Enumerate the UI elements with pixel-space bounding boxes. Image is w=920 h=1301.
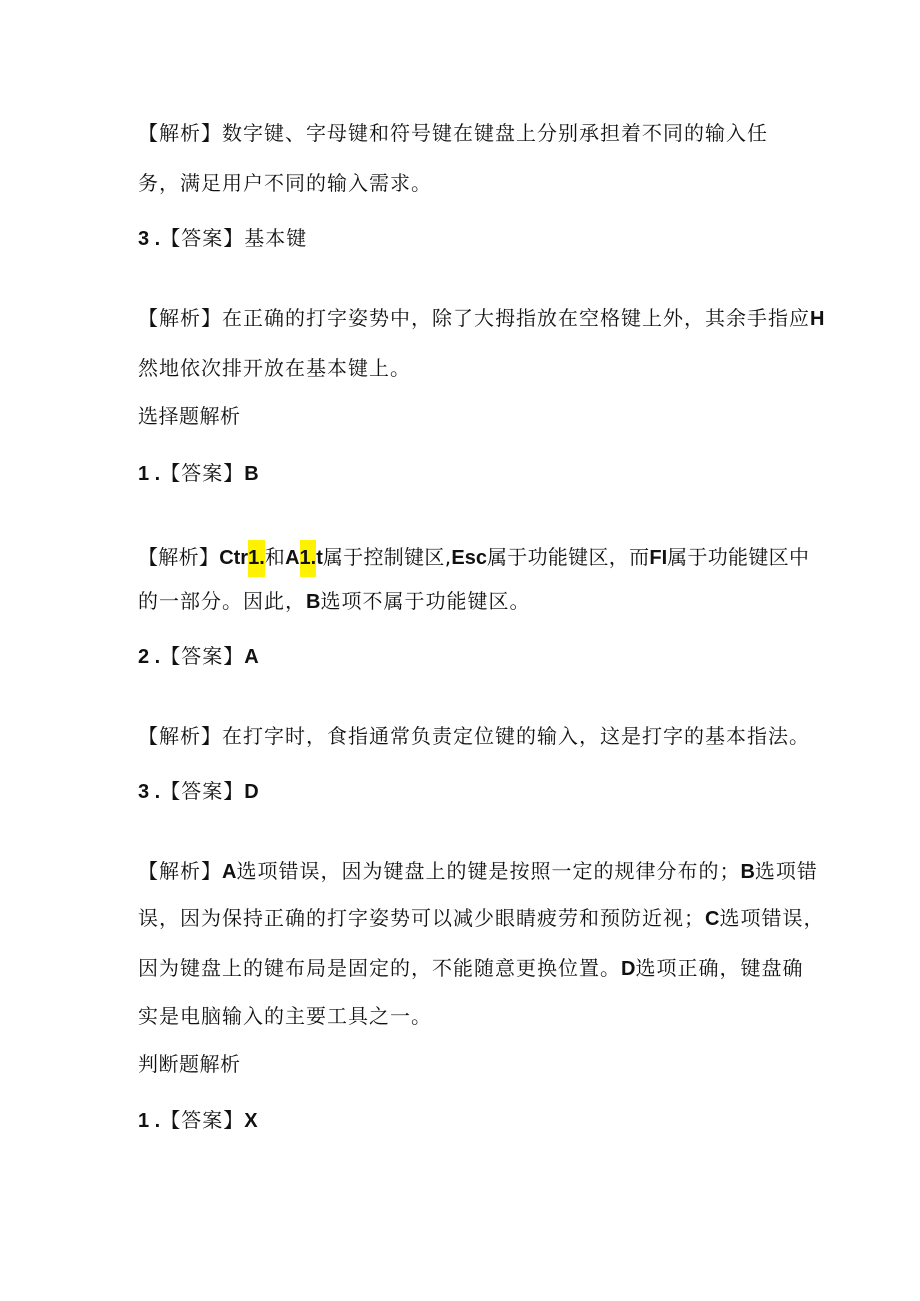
fill3-explanation-line2: 然地依次排开放在基本键上。 xyxy=(138,356,411,380)
choice1-explanation-line1 xyxy=(138,540,809,577)
answer-value: A xyxy=(244,646,259,668)
explanation-text: 选项正确，键盘确 xyxy=(635,956,804,980)
answer-value: B xyxy=(244,463,259,485)
answer-label: 【答案】 xyxy=(160,644,245,668)
fill3-explanation-line1 xyxy=(138,305,824,332)
explanation-text: 选项不属于功能键区。 xyxy=(320,589,531,613)
question-number: 3 . xyxy=(138,781,161,803)
explanation-label: 【解析】 xyxy=(138,859,222,883)
explanation-text: 选项错 xyxy=(754,859,818,883)
fill3-answer xyxy=(138,225,307,252)
answer-label: 【答案】 xyxy=(160,461,245,485)
explanation-text: 选项错误，因为键盘上的键是按照一定的规律分布的； xyxy=(236,859,741,883)
option-letter: B xyxy=(740,861,755,883)
explanation-text: 属于功能键区，而 xyxy=(486,545,650,569)
choice3-answer xyxy=(138,778,259,805)
choice3-explanation-line3 xyxy=(138,955,803,982)
answer-label: 【答案】 xyxy=(160,226,245,250)
answer-value: 基本键 xyxy=(244,226,308,250)
answer-value: X xyxy=(244,1110,258,1132)
judge1-answer xyxy=(138,1107,258,1134)
explanation-label: 【解析】 xyxy=(138,545,220,569)
choice1-answer xyxy=(138,460,259,487)
section-heading-judge: 判断题解析 xyxy=(138,1052,241,1076)
key-alt: A xyxy=(285,547,300,569)
question-number: 1 . xyxy=(138,1110,161,1132)
explanation-text: 选项错误， xyxy=(719,906,825,930)
option-letter: B xyxy=(306,591,321,613)
fill2-explanation-line2: 务，满足用户不同的输入需求。 xyxy=(138,171,432,195)
option-letter: A xyxy=(222,861,237,883)
choice3-explanation-line2 xyxy=(138,905,824,932)
explanation-text: 属于控制键区, xyxy=(322,545,452,569)
explanation-text: 误，因为保持正确的打字姿势可以减少眼睛疲劳和预防近视； xyxy=(138,906,705,930)
explanation-text-suffix: H xyxy=(810,308,825,330)
explanation-text: 的一部分。因此， xyxy=(138,589,306,613)
explanation-text: 【解析】在正确的打字姿势中，除了大拇指放在空格键上外，其余手指应 xyxy=(138,306,810,330)
choice3-explanation-line1 xyxy=(138,858,818,885)
choice2-answer xyxy=(138,643,259,670)
section-heading-choice: 选择题解析 xyxy=(138,404,241,428)
answer-label: 【答案】 xyxy=(160,1108,245,1132)
key-alt-suffix: t xyxy=(316,547,323,569)
answer-label: 【答案】 xyxy=(160,779,245,803)
answer-value: D xyxy=(244,781,259,803)
question-number: 1 . xyxy=(138,463,161,485)
explanation-text: 和 xyxy=(264,545,286,569)
fill2-explanation-line1: 【解析】数字键、字母键和符号键在键盘上分别承担着不同的输入任 xyxy=(138,121,768,145)
highlight-alt: 1. xyxy=(300,540,317,577)
key-ctrl: Ctr xyxy=(219,547,249,569)
explanation-text: 因为键盘上的键布局是固定的，不能随意更换位置。 xyxy=(138,956,621,980)
option-letter: D xyxy=(621,958,636,980)
option-letter: C xyxy=(705,908,720,930)
choice1-explanation-line2 xyxy=(138,588,530,615)
choice3-explanation-line4: 实是电脑输入的主要工具之一。 xyxy=(138,1004,432,1028)
question-number: 2 . xyxy=(138,646,161,668)
choice2-explanation: 【解析】在打字时，食指通常负责定位键的输入，这是打字的基本指法。 xyxy=(138,724,810,748)
key-f1: FI xyxy=(649,547,668,569)
explanation-text: 属于功能键区中 xyxy=(667,545,810,569)
question-number: 3 . xyxy=(138,228,161,250)
highlight-ctrl: 1. xyxy=(248,540,265,577)
key-esc: Esc xyxy=(451,547,487,569)
